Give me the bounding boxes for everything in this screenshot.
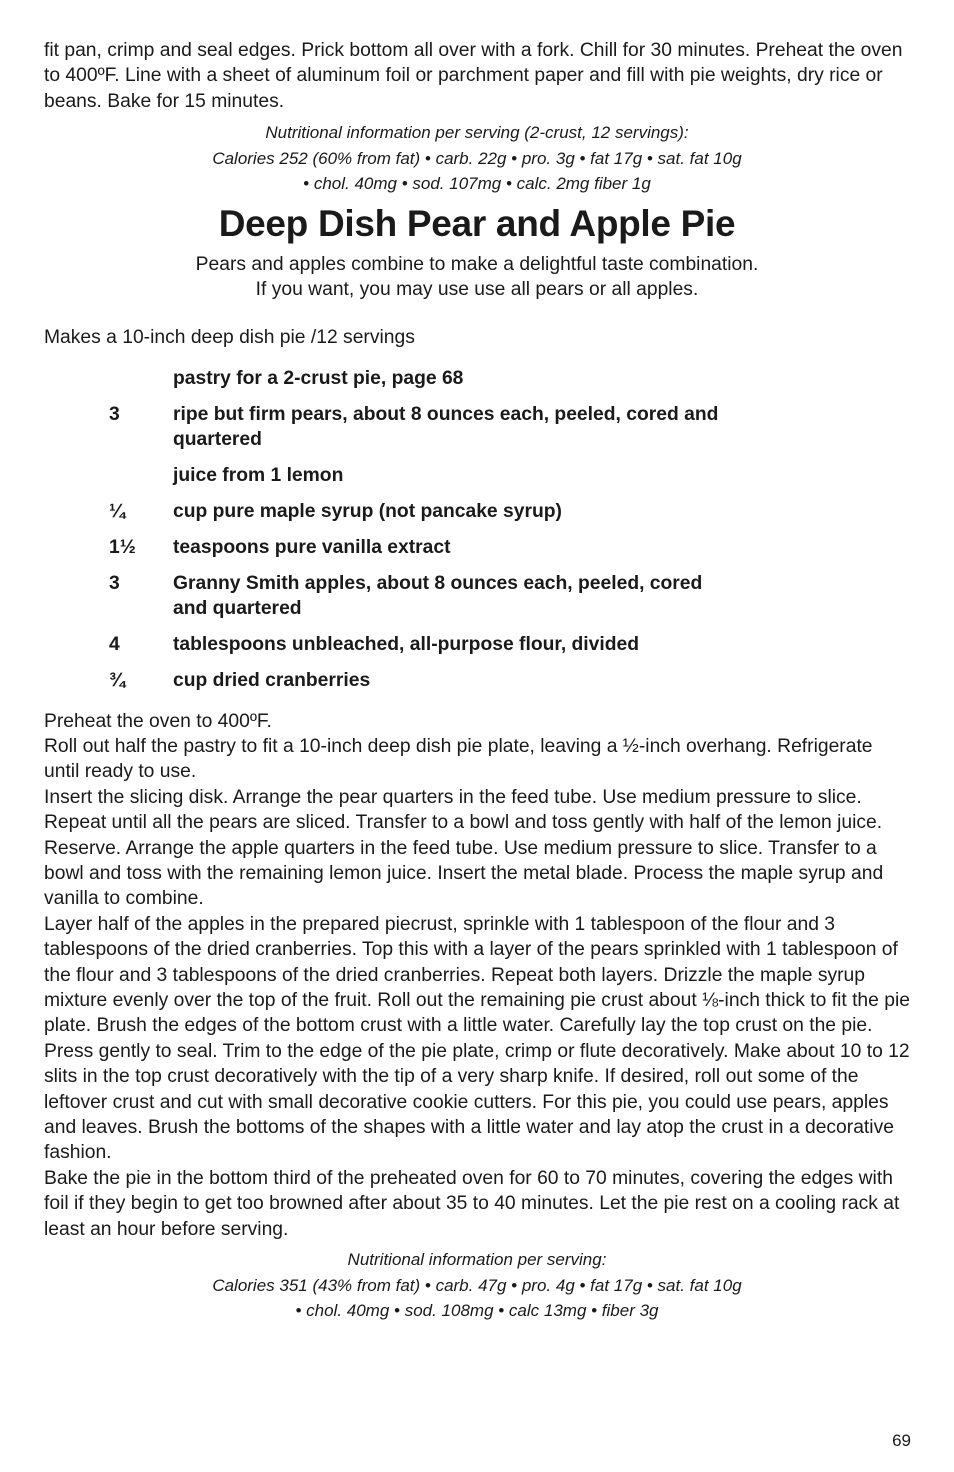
ingredient-quantity [44, 366, 173, 391]
recipe-page [44, 38, 910, 1324]
ingredient-item [44, 402, 910, 453]
instruction-step: Bake the pie in the bottom third of the preheated oven for 60 to 70 minutes, covering the edges with foil if they begin to get too browned after about 35 to 40 minutes. Let the pie rest on a cooling rack at least an hour before serving. [44, 1167, 900, 1240]
ingredient-item [44, 463, 910, 488]
nutrition-info [44, 1247, 910, 1324]
ingredient-item [44, 499, 910, 524]
instruction-step: Preheat the oven to 400ºF. [44, 710, 272, 732]
ingredient-quantity: 4 [109, 634, 120, 656]
ingredient-quantity: 3 [109, 572, 120, 594]
ingredient-item [44, 571, 910, 622]
nutrition-values-cont: • chol. 40mg • sod. 108mg • calc 13mg • fiber 3g [295, 1301, 659, 1321]
nutrition-info-previous [44, 120, 910, 197]
nutrition-values-cont: • chol. 40mg • sod. 107mg • calc. 2mg fiber 1g [303, 174, 651, 194]
continued-paragraph: fit pan, crimp and seal edges. Prick bottom all over with a fork. Chill for 30 minutes. Preheat the oven to 400ºF. Line with a sheet of aluminum foil or parchment paper and fill with pie weights, dry rice or beans. Bake for 15 minutes. [44, 40, 903, 112]
recipe-intro [44, 252, 910, 303]
page-number: 69 [892, 1431, 911, 1450]
ingredient-description: Granny Smith apples, about 8 ounces each, peeled, cored and quartered [173, 572, 703, 620]
ingredient-description: pastry for a 2-crust pie, page 68 [173, 367, 464, 389]
ingredient-quantity: 3 [109, 403, 120, 425]
ingredient-item [44, 668, 910, 693]
recipe-title: Deep Dish Pear and Apple Pie [218, 202, 736, 244]
ingredient-list [44, 366, 910, 694]
ingredient-quantity [44, 463, 173, 488]
recipe-yield: Makes a 10-inch deep dish pie /12 servings [44, 326, 415, 348]
ingredient-quantity: ¼ [109, 501, 126, 523]
nutrition-heading: Nutritional information per serving: [347, 1250, 607, 1270]
ingredient-description: teaspoons pure vanilla extract [173, 536, 451, 558]
instruction-step: Insert the slicing disk. Arrange the pear quarters in the feed tube. Use medium pressure to slice. Repeat until all the pears are sliced. Transfer to a bowl and toss gently with half of the lemon juice. Reserve. Arrange the apple quarters in the feed tube. Use medium pressure to slice. Transfer to a bowl and toss with the remaining lemon juice. Insert the metal blade. Process the maple syrup and vanilla to combine. [44, 786, 884, 910]
instruction-step: Layer half of the apples in the prepared piecrust, sprinkle with 1 tablespoon of the flour and 3 tablespoons of the dried cranberries. Top this with a layer of the pears sprinkled with 1 tablespoon of the flour and 3 tablespoons of the dried cranberries. Repeat both layers. Drizzle the maple syrup mixture evenly over the top of the fruit. Roll out the remaining pie crust about ⅛-inch thick to fit the pie plate. Brush the edges of the bottom crust with a little water. Carefully lay the top crust on the pie. Press gently to seal. Trim to the edge of the pie plate, crimp or flute decoratively. Make about 10 to 12 slits in the top crust decoratively with the tip of a very sharp knife. If desired, roll out some of the leftover crust and cut with small decorative cookie cutters. For this pie, you could use pears, apples and leaves. Brush the bottoms of the shapes with a little water and lay atop the crust in a decorative fashion. [44, 913, 910, 1164]
ingredient-description: cup dried cranberries [173, 670, 371, 692]
ingredient-description: tablespoons unbleached, all-purpose flour, divided [173, 634, 640, 656]
ingredient-item [44, 535, 910, 560]
intro-line: Pears and apples combine to make a delightful taste combination. [195, 253, 759, 275]
nutrition-values: Calories 351 (43% from fat) • carb. 47g • pro. 4g • fat 17g • sat. fat 10g [212, 1275, 742, 1295]
ingredient-quantity: ¾ [109, 670, 126, 692]
instruction-step: Roll out half the pastry to fit a 10-inch deep dish pie plate, leaving a ½-inch overhang. Refrigerate until ready to use. [44, 735, 873, 783]
ingredient-quantity: 1½ [109, 536, 136, 558]
intro-line: If you want, you may use use all pears or all apples. [255, 279, 699, 301]
ingredient-item [44, 632, 910, 657]
ingredient-description: ripe but firm pears, about 8 ounces each, peeled, cored and quartered [173, 403, 719, 451]
nutrition-heading: Nutritional information per serving (2-crust, 12 servings): [265, 123, 689, 143]
ingredient-description: cup pure maple syrup (not pancake syrup) [173, 501, 562, 523]
ingredient-item [44, 366, 910, 391]
nutrition-values: Calories 252 (60% from fat) • carb. 22g • pro. 3g • fat 17g • sat. fat 10g [212, 148, 742, 168]
ingredient-description: juice from 1 lemon [173, 465, 344, 487]
